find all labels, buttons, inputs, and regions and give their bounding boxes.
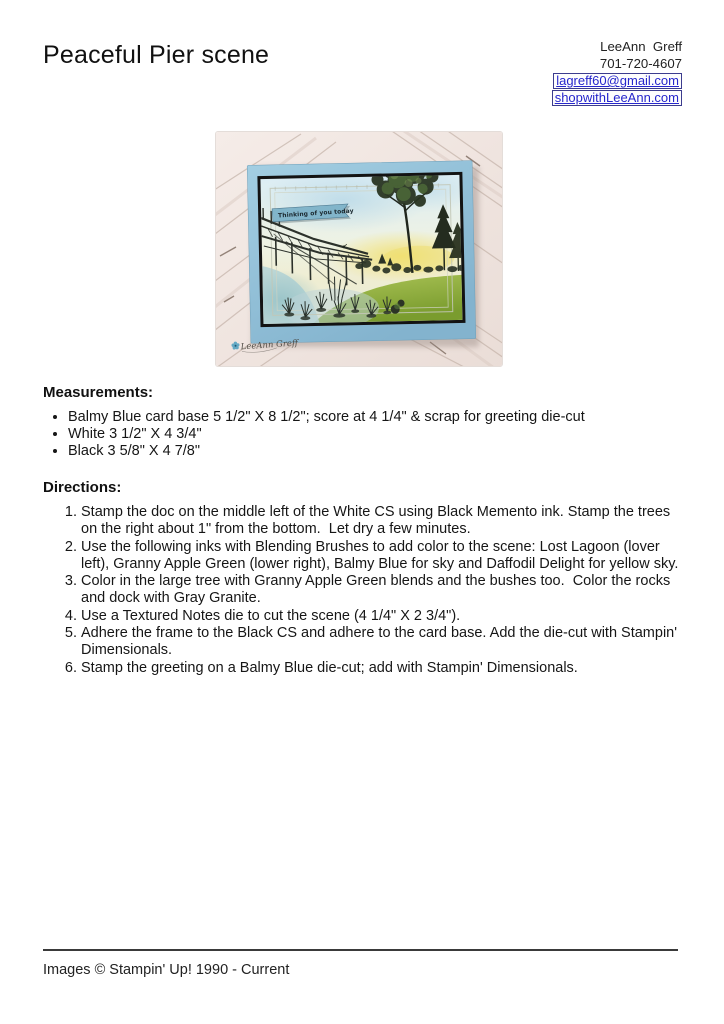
- page-title: Peaceful Pier scene: [43, 41, 270, 69]
- direction-step: 3. Color in the large tree with Granny Apple Green blends and the bushes too. Color the rocks and dock with Gray Granite.: [81, 573, 688, 608]
- card-photo: [215, 131, 503, 367]
- direction-step: 5. Adhere the frame to the Black CS and adhere to the card base. Add the die-cut with Stampin' Dimensionals.: [81, 625, 688, 660]
- measurement-item: • Balmy Blue card base 5 1/2" X 8 1/2"; score at 4 1/4" & scrap for greeting die-cut: [68, 409, 688, 426]
- direction-step: 2. Use the following inks with Blending Brushes to add color to the scene: Lost Lagoon (lover left), Granny Apple Green (lower right), Balmy Blue for sky and Daffodil Delight for yellow sky.: [81, 539, 688, 574]
- footer-copyright: Images © Stampin' Up! 1990 - Current: [43, 962, 290, 978]
- measurement-item: • Black 3 5/8" X 4 7/8": [68, 443, 688, 460]
- directions-heading: Directions:: [43, 479, 122, 496]
- contact-name: LeeAnn Greff: [600, 39, 682, 54]
- greeting-text: Thinking of you today: [277, 207, 354, 220]
- shop-link-box: [552, 90, 682, 106]
- contact-phone: 701-720-4607: [599, 56, 682, 71]
- measurement-item: • White 3 1/2" X 4 3/4": [68, 426, 688, 443]
- measurements-list: [43, 409, 688, 459]
- email-link-box: [553, 73, 682, 89]
- measurements-heading: Measurements:: [43, 384, 154, 401]
- direction-step: 1. Stamp the doc on the middle left of the White CS using Black Memento ink. Stamp the trees on the right about 1" from the bottom. Let dry a few minutes.: [81, 504, 688, 539]
- contact-block: [552, 38, 682, 106]
- direction-step: 6. Stamp the greeting on a Balmy Blue die-cut; add with Stampin' Dimensionals.: [81, 660, 688, 677]
- shop-link[interactable]: shopwithLeeAnn.com: [554, 90, 679, 105]
- directions-list: [43, 504, 688, 677]
- greeting-card: [236, 161, 478, 344]
- watermark-signature: LeeAnn Greff: [240, 338, 299, 353]
- email-link[interactable]: lagreff60@gmail.com: [556, 73, 679, 88]
- direction-step: 4. Use a Textured Notes die to cut the scene (4 1/4" X 2 3/4").: [81, 608, 688, 625]
- footer-divider: [43, 949, 678, 951]
- card-photo-image: [216, 132, 503, 367]
